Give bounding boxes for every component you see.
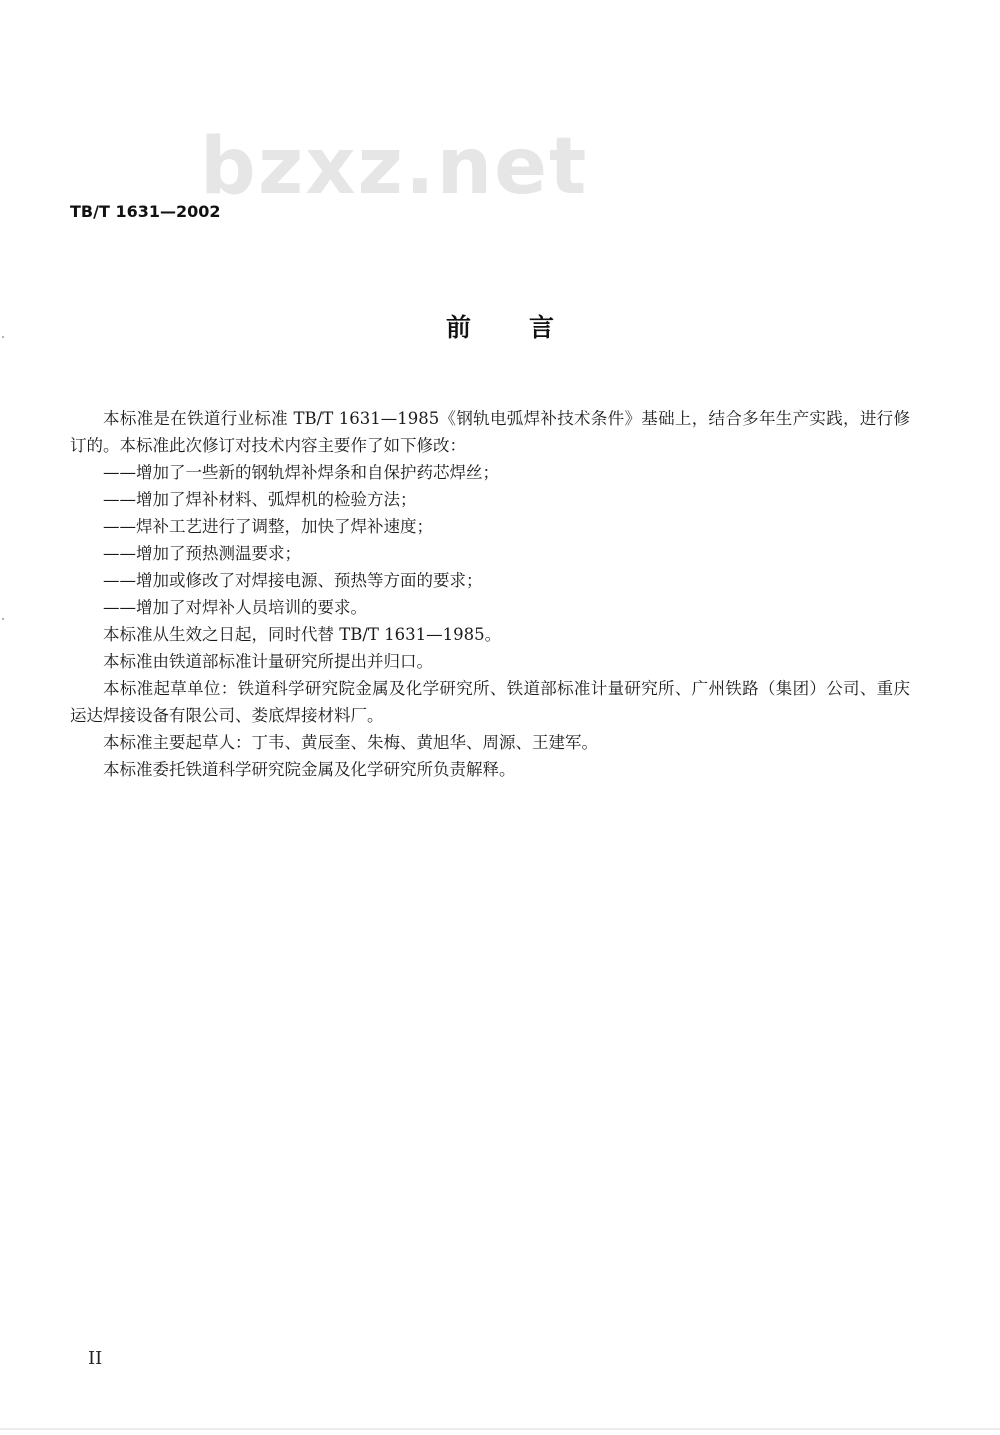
paragraph-change-5: ——增加或修改了对焊接电源、预热等方面的要求；	[103, 571, 483, 590]
paragraph-change-2: ——增加了焊补材料、弧焊机的检验方法；	[103, 490, 417, 509]
paragraph-intro: 本标准是在铁道行业标准 TB/T 1631—1985《钢轨电弧焊补技术条件》基础上，结合多年生产实践，进行修订的。本标准此次修订对技术内容主要作了如下修改：	[70, 409, 910, 455]
scan-speck	[2, 618, 4, 620]
foreword-body	[70, 405, 910, 783]
scan-speck	[2, 336, 4, 338]
page-number: II	[88, 1348, 103, 1369]
paragraph-proposer: 本标准由铁道部标准计量研究所提出并归口。	[103, 652, 433, 671]
paragraph-change-1: ——增加了一些新的钢轨焊补焊条和自保护药芯焊丝；	[103, 463, 499, 482]
paragraph-drafting-units: 本标准起草单位：铁道科学研究院金属及化学研究所、铁道部标准计量研究所、广州铁路（集团）公司、重庆运达焊接设备有限公司、娄底焊接材料厂。	[70, 679, 910, 725]
paragraph-interpretation: 本标准委托铁道科学研究院金属及化学研究所负责解释。	[103, 760, 516, 779]
watermark: bzxz.net	[200, 122, 589, 212]
page-title: 前言	[445, 313, 612, 342]
paragraph-change-3: ——焊补工艺进行了调整，加快了焊补速度；	[103, 517, 433, 536]
paragraph-change-4: ——增加了预热测温要求；	[103, 544, 301, 563]
paragraph-change-6: ——增加了对焊补人员培训的要求。	[103, 598, 367, 617]
paragraph-drafters: 本标准主要起草人：丁韦、黄辰奎、朱梅、黄旭华、周源、王建军。	[103, 733, 598, 752]
standard-number: TB/T 1631—2002	[70, 202, 221, 221]
page-bottom-edge	[0, 1428, 1000, 1430]
paragraph-supersedes: 本标准从生效之日起，同时代替 TB/T 1631—1985。	[103, 625, 502, 644]
